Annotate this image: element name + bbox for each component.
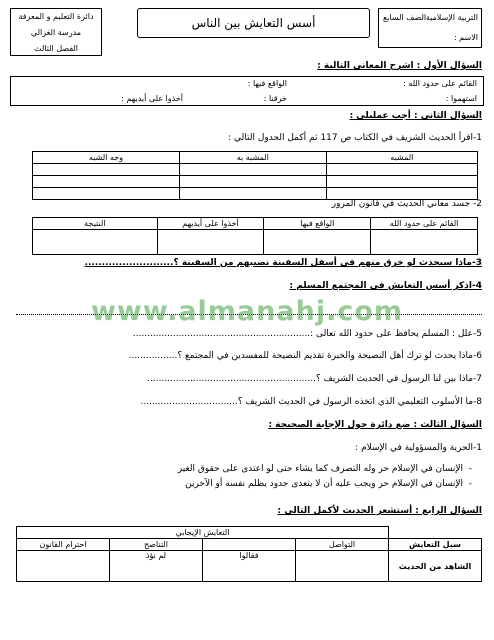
q2-item-1: 1-اقرأ الحديث الشريف في الكتاب ص 117 ثم أكمل الجدول التالي :	[228, 133, 482, 143]
q1-item-3: استهموا :	[445, 94, 477, 103]
table-header	[203, 539, 296, 551]
school-line-2: مدرسة الغزالي	[30, 28, 82, 37]
q2-heading: السؤال الثاني : أجب عمليلي :	[349, 111, 482, 121]
title-box	[137, 8, 370, 38]
table-coexistence	[16, 526, 482, 582]
school-line-1: دائرة التعليم و المعرفة	[18, 12, 94, 21]
table-header: القائم على حدود الله	[371, 218, 478, 230]
table-cell[interactable]	[371, 230, 478, 255]
option-text: الإنسان في الإسلام حر وله التصرف كما يشاء حتى لو اعتدى على حقوق الغير	[177, 464, 464, 474]
subject-label: التربية الإسلامية	[425, 13, 478, 22]
table-header: المشبه به	[179, 152, 326, 164]
header-info-box	[378, 8, 482, 48]
table-row	[33, 152, 478, 164]
name-label: الاسم :	[453, 33, 478, 42]
bullet-icon: -	[468, 464, 472, 474]
table-row	[33, 176, 478, 188]
table-header: الواقع فيها	[264, 218, 371, 230]
q3-item-1: 1-الحرية والمسؤولية في الإسلام :	[355, 443, 482, 453]
q2-item-8: 8-ما الأسلوب التعليمي الذي اتخذه الرسول في الحديث الشريف ؟..................................	[140, 397, 482, 407]
school-box	[10, 8, 102, 56]
q1-item-1: القائم على حدود الله :	[403, 79, 477, 88]
table-similes	[32, 151, 478, 200]
q2-item-7: 7-ماذا بين لنا الرسول في الحديث الشريف ؟...........................................................	[147, 374, 482, 384]
table-title-cell	[389, 527, 482, 539]
q1-item-5: أخذوا على أيديهم :	[121, 94, 183, 103]
table-cell[interactable]	[33, 176, 180, 188]
table-header: وجه الشبه	[33, 152, 180, 164]
q1-item-2: الواقع فيها :	[247, 79, 287, 88]
q1-box	[10, 76, 484, 106]
grade-label: الصف السابع	[383, 13, 427, 22]
table-header: أخذوا على أيديهم	[157, 218, 264, 230]
table-row	[17, 527, 482, 539]
q2-item-6: 6-ماذا يحدث لو ترك أهل النصيحة والخبرة تقديم النصيحة للمفسدين في المجتمع ؟.................	[128, 351, 482, 361]
table-row	[17, 551, 482, 582]
table-cell[interactable]	[179, 164, 326, 176]
q2-item-3: 3-ماذا سيحدث لو خرق منهم في أسفل السفينة نصيبهم من السفينة ؟..........................	[84, 258, 482, 268]
q2-item-2: 2- جسد معاني الحديث في قانون المرور	[331, 199, 482, 209]
table-header: التناصح	[110, 539, 203, 551]
table-row	[33, 230, 478, 255]
table-cell[interactable]	[326, 176, 477, 188]
table-row	[17, 539, 482, 551]
table-cell[interactable]	[326, 164, 477, 176]
table-header: النتيجة	[33, 218, 158, 230]
table-cell[interactable]: لم نؤذ	[110, 551, 203, 582]
table-cell[interactable]	[264, 230, 371, 255]
table-header: التواصل	[296, 539, 389, 551]
table-row	[33, 218, 478, 230]
school-line-3: الفصل الثالث	[33, 44, 79, 53]
option-text: الإنسان في الإسلام حر ويجب عليه أن لا يتعدى حدود يظلم نفسه أو الآخرين	[185, 479, 464, 489]
q1-item-4: خرقنا :	[263, 94, 287, 103]
page-title: أسس التعايش بين الناس	[191, 16, 316, 30]
table-cell[interactable]	[326, 188, 477, 200]
q3-heading: السؤال الثالث : ضع دائرة حول الإجابة الصحيحة :	[268, 420, 482, 430]
table-cell[interactable]	[33, 230, 158, 255]
table-cell[interactable]: فقالوا	[203, 551, 296, 582]
q3-option-2[interactable]	[185, 479, 472, 490]
table-traffic-law	[32, 217, 478, 255]
table-header: المشبه	[326, 152, 477, 164]
table-cell[interactable]	[33, 188, 180, 200]
row-label: الشاهد من الحديث	[389, 551, 482, 582]
table-header: احترام القانون	[17, 539, 110, 551]
table-cell[interactable]	[179, 176, 326, 188]
table-cell[interactable]	[296, 551, 389, 582]
row-label: سبل التعايش	[389, 539, 482, 551]
q1-heading: السؤال الأول : اشرح المعاني التالية :	[317, 61, 482, 71]
q4-heading: السؤال الرابع : أستشعر الحديث لأكمل التالي :	[277, 506, 482, 516]
q3-option-1[interactable]	[178, 464, 472, 475]
table-row	[33, 164, 478, 176]
q2-item-5: 5-علل : المسلم يحافظ على حدود الله تعالى :..............................................................	[132, 329, 482, 339]
bullet-icon: -	[468, 479, 472, 489]
table-cell[interactable]	[33, 164, 180, 176]
table-cell[interactable]	[17, 551, 110, 582]
watermark: www.almanahj.com	[90, 296, 404, 327]
table-cell[interactable]	[179, 188, 326, 200]
table-row	[33, 188, 478, 200]
q2-item-4: 4-اذكر أسس التعايش في المجتمع المسلم :	[289, 281, 482, 291]
table-cell[interactable]	[157, 230, 264, 255]
table-title: التعايش الإيجابي	[17, 527, 389, 539]
